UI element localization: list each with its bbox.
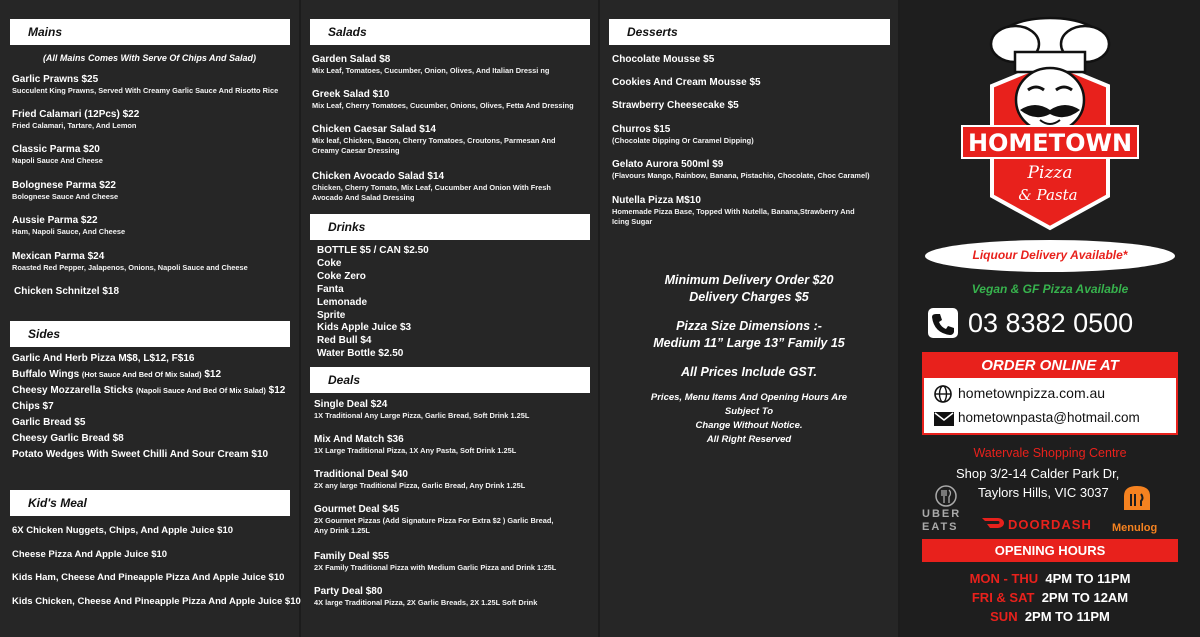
section-header-kids: Kid's Meal [10,490,290,516]
drink-item: Kids Apple Juice $3 [317,322,412,333]
kids-item: Kids Chicken, Cheese And Pineapple Pizza And Apple Juice $10 [12,596,301,607]
section-header-drinks: Drinks [310,214,590,240]
dessert-item: Cookies And Cream Mousse $5 [612,77,761,88]
chef-logo [900,0,1200,240]
menu-item: Mexican Parma $24 Roasted Red Pepper, Jalapenos, Onions, Napoli Sauce and Cheese [12,251,248,272]
liquor-banner: Liquour Delivery Available* [925,240,1175,272]
menu-item: Chicken Avocado Salad $14 Chicken, Cherry Tomato, Mix Leaf, Cucumber And Onion With Fresh Avocado And Salad Dressing [312,171,551,202]
phone-icon [928,308,958,338]
menu-item: Chicken Schnitzel $18 [14,286,120,297]
dessert-item: Nutella Pizza M$10 Homemade Pizza Base, Topped With Nutella, Banana,Strawberry And Icing Sugar [612,195,855,226]
brand-tag-pizza: Pizza [1027,163,1073,183]
menu-item: Garden Salad $8 Mix Leaf, Tomatoes, Cucumber, Onion, Olives, And Italian Dressi ng [312,54,550,75]
section-header-deals: Deals [310,367,590,393]
menu-item: Greek Salad $10 Mix Leaf, Cherry Tomatoes, Cucumber, Onions, Olives, Fetta And Dressing [312,89,574,110]
brand-name: HOMETOWN [967,129,1133,157]
drink-item: Sprite [317,310,346,321]
drink-item: Lemonade [317,297,368,308]
side-item: Potato Wedges With Sweet Chilli And Sour Cream $10 [12,449,269,460]
uber-eats-label-1: UBER [922,508,962,520]
disclaimer: Subject To [724,406,774,417]
shopping-centre: Watervale Shopping Centre [973,446,1127,460]
drink-item: Coke Zero [317,271,366,282]
opening-hours-title: OPENING HOURS [922,539,1178,562]
menu-item: Fried Calamari (12Pcs) $22 Fried Calamari, Tartare, And Lemon [12,109,140,130]
size-dimensions: Medium 11” Large 13” Family 15 [653,336,845,350]
kids-item: Cheese Pizza And Apple Juice $10 [12,549,168,560]
globe-icon [934,385,952,403]
menu-item: Chicken Caesar Salad $14 Mix leaf, Chicken, Bacon, Cherry Tomatoes, Croutons, Parmesan And Creamy Caesar Dressing [312,124,556,155]
website-link[interactable]: hometownpizza.com.au [958,385,1106,401]
disclaimer: Prices, Menu Items And Opening Hours Are [650,392,848,403]
menu-item: Aussie Parma $22 Ham, Napoli Sauce, And Cheese [12,215,126,236]
address-line-2: Taylors Hills, VIC 3037 [978,485,1109,500]
email-link[interactable]: hometownpasta@hotmail.com [958,410,1140,425]
side-item: Cheesy Garlic Bread $8 [12,433,124,444]
drink-item: Coke [317,258,342,269]
hours-row: MON - THU 4PM TO 11PM [969,571,1131,586]
disclaimer: Change Without Notice. [695,420,803,431]
side-item: Garlic And Herb Pizza M$8, L$12, F$16 [12,353,195,364]
brand-tag-pasta: & Pasta [1018,186,1078,204]
side-item: Buffalo Wings (Hot Sauce And Bed Of Mix Salad) $12 [12,369,222,380]
deal-item: Party Deal $80 4X large Traditional Pizza, 2X Garlic Breads, 2X 1.25L Soft Drink [314,586,538,607]
mains-note: (All Mains Comes With Serve Of Chips And Salad) [42,53,257,63]
dessert-item: Gelato Aurora 500ml $9 (Flavours Mango, Rainbow, Banana, Pistachio, Chocolate, Choc Caramel) [612,159,870,180]
phone-number[interactable]: 03 8382 0500 [968,308,1134,338]
panel-desserts-info [600,0,898,637]
min-order: Minimum Delivery Order $20 [664,273,834,287]
doordash-icon [980,516,1008,530]
order-online-box [922,352,1178,435]
menulog-label: Menulog [1112,522,1158,534]
section-header-desserts: Desserts [609,19,890,45]
deal-item: Family Deal $55 2X Family Traditional Pizza with Medium Garlic Pizza and Drink 1:25L [314,551,557,572]
mail-icon [934,412,954,426]
drink-item: Water Bottle $2.50 [317,348,404,359]
menu-item: Garlic Prawns $25 Succulent King Prawns, Served With Creamy Garlic Sauce And Risotto Rice [12,74,279,95]
hours-row: SUN 2PM TO 11PM [990,609,1110,624]
kids-item: 6X Chicken Nuggets, Chips, And Apple Juice $10 [12,525,234,536]
side-item: Chips $7 [12,401,54,412]
vegan-note: Vegan & GF Pizza Available [971,282,1129,296]
doordash-label: DOORDASH [1008,517,1092,532]
drink-item: Fanta [317,284,344,295]
menulog-icon [1120,482,1154,512]
menu-item: Classic Parma $20 Napoli Sauce And Cheese [12,144,103,165]
uber-eats-icon [934,484,958,508]
disclaimer: All Right Reserved [706,434,792,445]
panel-salads-drinks-deals [301,0,598,637]
kids-item: Kids Ham, Cheese And Pineapple Pizza And Apple Juice $10 [12,572,285,583]
gst-note: All Prices Include GST. [681,365,817,379]
delivery-charge: Delivery Charges $5 [689,290,809,304]
section-header-salads: Salads [310,19,590,45]
section-header-sides: Sides [10,321,290,347]
address-line-1: Shop 3/2-14 Calder Park Dr, [956,466,1120,481]
deal-item: Gourmet Deal $45 2X Gourmet Pizzas (Add Signature Pizza For Extra $2 ) Garlic Bread, Any Drink 1.25L [314,504,554,535]
deal-item: Mix And Match $36 1X Large Traditional Pizza, 1X Any Pasta, Soft Drink 1.25L [314,434,517,455]
drink-item: Red Bull $4 [317,335,372,346]
drink-item: BOTTLE $5 / CAN $2.50 [317,245,429,256]
order-title: ORDER ONLINE AT [924,354,1176,378]
dessert-item: Strawberry Cheesecake $5 [612,100,739,111]
side-item: Garlic Bread $5 [12,417,86,428]
dessert-item: Chocolate Mousse $5 [612,54,715,65]
size-title: Pizza Size Dimensions :- [676,319,822,333]
section-header-mains: Mains [10,19,290,45]
side-item: Cheesy Mozzarella Sticks (Napoli Sauce And Bed Of Mix Salad) $12 [12,385,286,396]
hours-row: FRI & SAT 2PM TO 12AM [971,590,1129,605]
panel-brand-contact [900,0,1200,637]
deal-item: Traditional Deal $40 2X any large Traditional Pizza, Garlic Bread, Any Drink 1.25L [314,469,526,490]
uber-eats-label-2: EATS [922,521,959,533]
panel-mains-sides-kids [0,0,299,637]
dessert-item: Churros $15 (Chocolate Dipping Or Caramel Dipping) [612,124,754,145]
deal-item: Single Deal $24 1X Traditional Any Large Pizza, Garlic Bread, Soft Drink 1.25L [314,399,530,420]
menu-item: Bolognese Parma $22 Bolognese Sauce And Cheese [12,180,119,201]
